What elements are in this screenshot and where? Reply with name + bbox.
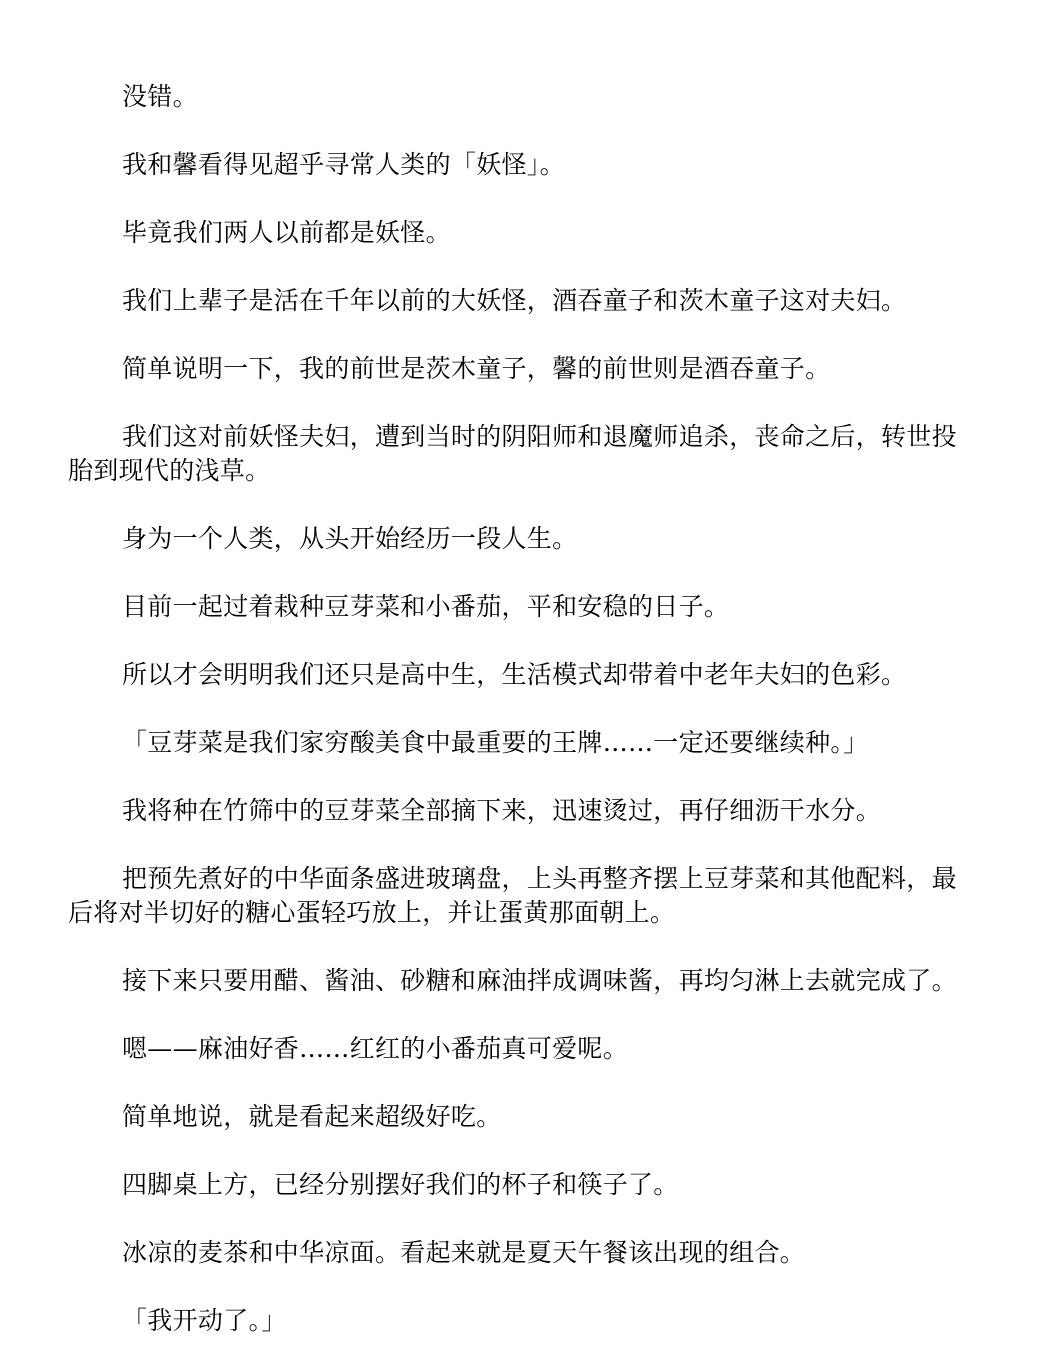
paragraph: 冰凉的麦茶和中华凉面。看起来就是夏天午餐该出现的组合。 xyxy=(122,1238,806,1267)
document-page xyxy=(68,80,978,1372)
paragraph: 接下来只要用醋、酱油、砂糖和麻油拌成调味酱，再均匀淋上去就完成了。 xyxy=(122,966,957,995)
paragraph: 身为一个人类，从头开始经历一段人生。 xyxy=(122,524,578,553)
paragraph: 目前一起过着栽种豆芽菜和小番茄，平和安稳的日子。 xyxy=(122,592,730,621)
paragraph: 「豆芽菜是我们家穷酸美食中最重要的王牌……一定还要继续种。」 xyxy=(122,728,869,757)
paragraph: 我们上辈子是活在千年以前的大妖怪，酒吞童子和茨木童子这对夫妇。 xyxy=(122,286,907,315)
paragraph: 我将种在竹筛中的豆芽菜全部摘下来，迅速烫过，再仔细沥干水分。 xyxy=(122,796,882,825)
paragraph: 我们这对前妖怪夫妇，遭到当时的阴阳师和退魔师追杀，丧命之后，转世投胎到现代的浅草。 xyxy=(68,422,957,485)
paragraph: 简单说明一下，我的前世是茨木童子，馨的前世则是酒吞童子。 xyxy=(122,354,831,383)
paragraph: 把预先煮好的中华面条盛进玻璃盘，上头再整齐摆上豆芽菜和其他配料，最后将对半切好的糖心蛋轻巧放上，并让蛋黄那面朝上。 xyxy=(68,864,957,927)
paragraph: 毕竟我们两人以前都是妖怪。 xyxy=(122,218,451,247)
paragraph: 「我开动了。」 xyxy=(122,1306,287,1335)
paragraph: 我和馨看得见超乎寻常人类的「妖怪」。 xyxy=(122,150,565,179)
paragraph: 简单地说，就是看起来超级好吃。 xyxy=(122,1102,502,1131)
paragraph: 嗯——麻油好香……红红的小番茄真可爱呢。 xyxy=(122,1034,629,1063)
paragraph: 没错。 xyxy=(122,82,198,111)
paragraph: 四脚桌上方，已经分别摆好我们的杯子和筷子了。 xyxy=(122,1170,679,1199)
paragraph: 所以才会明明我们还只是高中生，生活模式却带着中老年夫妇的色彩。 xyxy=(122,660,907,689)
